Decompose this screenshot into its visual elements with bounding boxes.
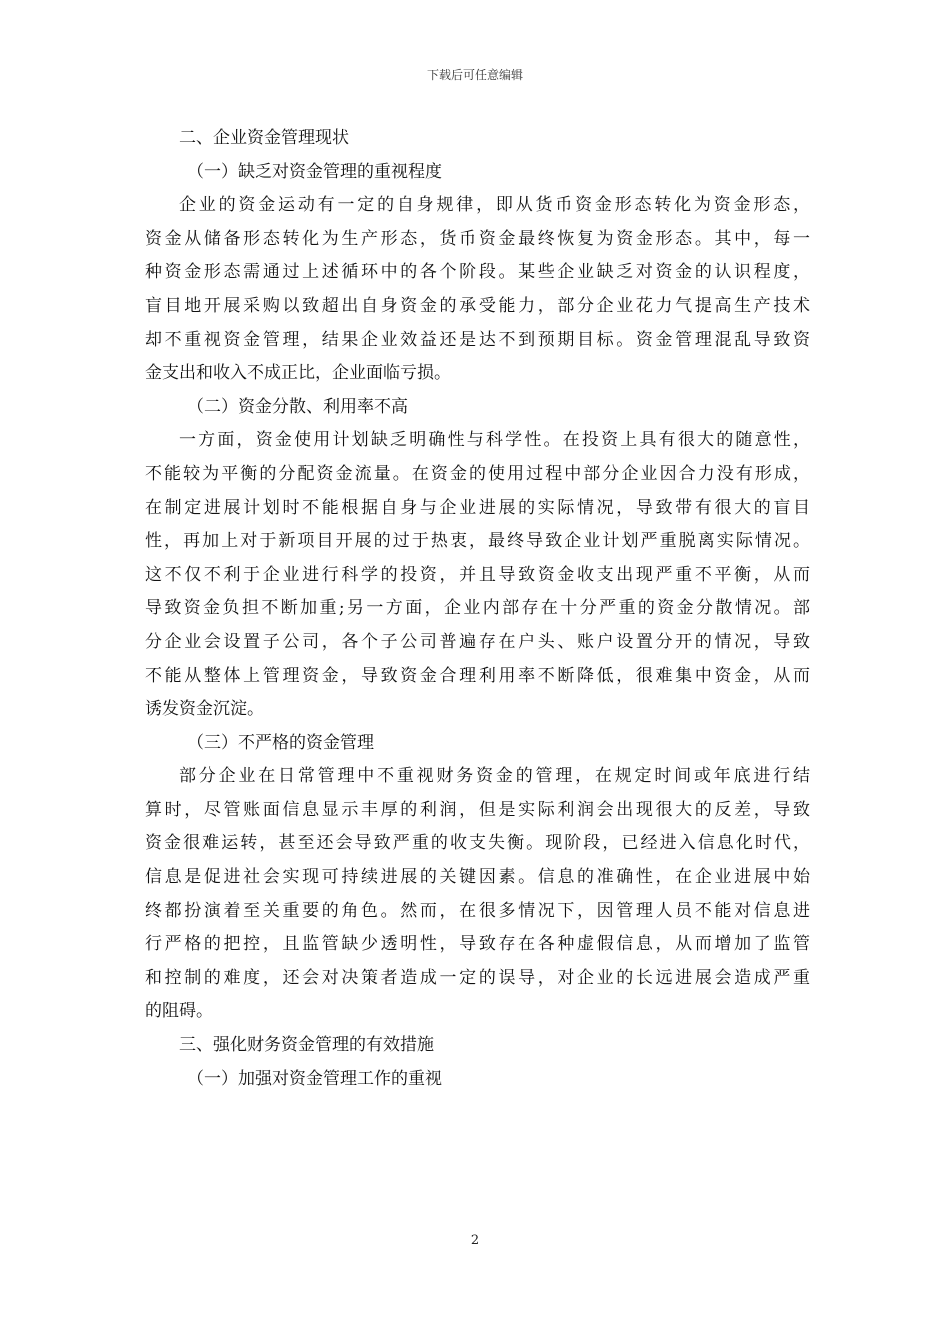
paragraph-line: 性，再加上对于新项目开展的过于热衷，最终导致企业计划严重脱离实际情况。	[145, 531, 810, 552]
paragraph-line: 算时，尽管账面信息显示丰厚的利润，但是实际利润会出现很大的反差，导致	[145, 799, 810, 820]
page-number: 2	[470, 1233, 480, 1248]
paragraph-line: 资金从储备形态转化为生产形态，货币资金最终恢复为资金形态。其中，每一	[145, 228, 810, 249]
paragraph-line: 却不重视资金管理，结果企业效益还是达不到预期目标。资金管理混乱导致资	[145, 329, 810, 350]
subsection-heading: （一）缺乏对资金管理的重视程度	[187, 161, 442, 182]
paragraph-line: 终都扮演着至关重要的角色。然而，在很多情况下，因管理人员不能对信息进	[145, 900, 810, 921]
paragraph-line: 和控制的难度，还会对决策者造成一定的误导，对企业的长远进展会造成严重	[145, 967, 810, 988]
paragraph-line: 导致资金负担不断加重;另一方面，企业内部存在十分严重的资金分散情况。部	[145, 598, 810, 619]
paragraph-line: 一方面，资金使用计划缺乏明确性与科学性。在投资上具有很大的随意性，	[179, 430, 810, 451]
paragraph-line: 行严格的把控，且监管缺少透明性，导致存在各种虚假信息，从而增加了监管	[145, 934, 810, 955]
paragraph-line: 信息是促进社会实现可持续进展的关键因素。信息的准确性，在企业进展中始	[145, 867, 810, 888]
page-header: 下载后可任意编辑	[426, 68, 523, 82]
section-heading: 二、企业资金管理现状	[179, 128, 349, 148]
subsection-heading: （三）不严格的资金管理	[187, 732, 374, 753]
section-heading: 三、强化财务资金管理的有效措施	[179, 1035, 434, 1056]
paragraph-line: 在制定进展计划时不能根据自身与企业进展的实际情况，导致带有很大的盲目	[145, 497, 810, 518]
subsection-heading: （二）资金分散、利用率不高	[187, 396, 408, 417]
document-body	[145, 122, 810, 1096]
paragraph-line: 种资金形态需通过上述循环中的各个阶段。某些企业缺乏对资金的认识程度，	[145, 262, 810, 283]
paragraph-line: 的阻碍。	[145, 1001, 213, 1022]
paragraph-line: 不能从整体上管理资金，导致资金合理利用率不断降低，很难集中资金，从而	[145, 665, 810, 686]
paragraph-line: 盲目地开展采购以致超出自身资金的承受能力，部分企业花力气提高生产技术	[145, 295, 810, 316]
paragraph-line: 不能较为平衡的分配资金流量。在资金的使用过程中部分企业因合力没有形成，	[145, 463, 810, 484]
paragraph-line: 诱发资金沉淀。	[145, 699, 264, 720]
paragraph-line: 部分企业在日常管理中不重视财务资金的管理，在规定时间或年底进行结	[179, 766, 810, 787]
subsection-heading: （一）加强对资金管理工作的重视	[187, 1068, 442, 1089]
paragraph-line: 分企业会设置子公司，各个子公司普遍存在户头、账户设置分开的情况，导致	[145, 631, 810, 652]
paragraph-line: 资金很难运转，甚至还会导致严重的收支失衡。现阶段，已经进入信息化时代，	[145, 833, 810, 854]
paragraph-line: 这不仅不利于企业进行科学的投资，并且导致资金收支出现严重不平衡，从而	[145, 564, 810, 585]
paragraph-line: 金支出和收入不成正比，企业面临亏损。	[145, 363, 451, 384]
paragraph-line: 企业的资金运动有一定的自身规律，即从货币资金形态转化为资金形态，	[179, 195, 810, 216]
